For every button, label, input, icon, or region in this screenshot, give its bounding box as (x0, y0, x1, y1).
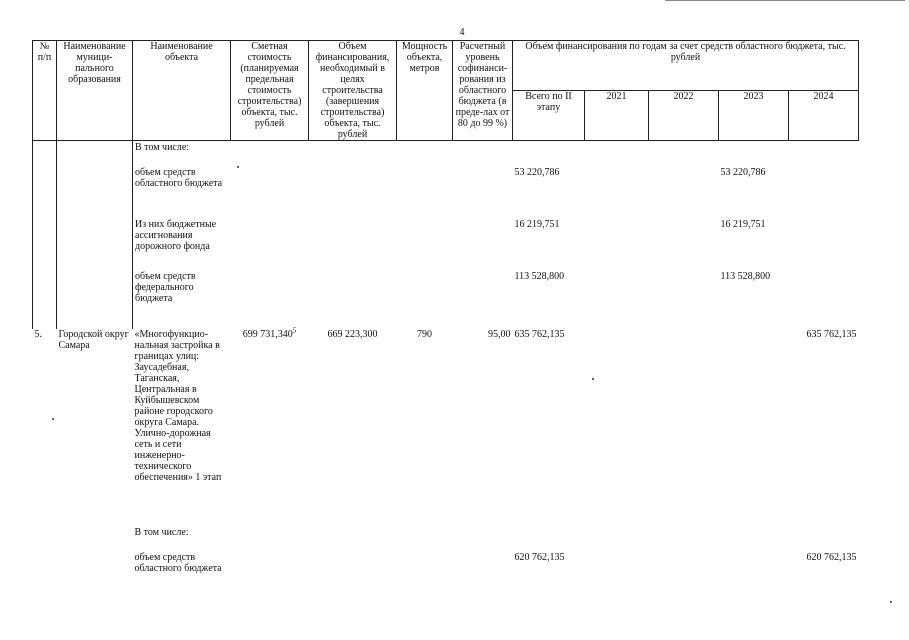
scan-speck (52, 418, 54, 420)
row-capacity: 790 (417, 329, 432, 340)
row-estimated-cost: 699 731,340$^5$ (242, 326, 297, 340)
row-total: 16 219,751 (514, 219, 560, 230)
row-2024: 620 762,135 (806, 552, 857, 563)
table-body (33, 141, 859, 591)
row-2023: 53 220,786 (720, 167, 766, 178)
row-2023: 16 219,751 (720, 219, 766, 230)
scan-speck (237, 166, 239, 168)
header-municipality: Наименование муници-пального образования (57, 41, 133, 141)
table-header (33, 41, 859, 141)
table-row (33, 552, 859, 590)
row-total: 635 762,135 (514, 329, 565, 340)
header-cofinancing-level: Расчетный уровень софинанси-рования из областного бюджета (в преде-лах от 80 до 99 %) (453, 41, 513, 141)
row-2023: 113 528,800 (720, 271, 771, 282)
row-number: 5. (34, 329, 42, 340)
row-financing-volume: 669 223,300 (327, 329, 378, 340)
header-total: Всего по II этапу (513, 91, 585, 141)
header-2021: 2021 (585, 91, 649, 141)
header-financing-volume: Объем финансирования, необходимый в целях строительства (завершения строительства) объекта, тыс. рублей (309, 41, 397, 141)
header-funding-group: Объем финансирования по годам за счет средств областного бюджета, тыс. рублей (513, 41, 859, 91)
header-estimated-cost: Сметная стоимость (планируемая предельная стоимость строительства) объекта, тыс. рублей (231, 41, 309, 141)
row-label: объем средств федерального бюджета (135, 271, 196, 304)
row-municipality: Городской округ Самара (58, 329, 129, 351)
financing-table (32, 40, 859, 590)
table-row (33, 271, 859, 309)
row-total: 620 762,135 (514, 552, 565, 563)
including-label: В том числе: (134, 527, 189, 538)
header-2024: 2024 (789, 91, 859, 141)
table-row (33, 527, 859, 538)
page-top-rule (665, 0, 905, 1)
scan-speck (592, 378, 594, 380)
table-row (33, 141, 859, 154)
row-label: объем средств областного бюджета (134, 552, 222, 574)
row-label: объем средств областного бюджета (135, 167, 223, 189)
including-label: В том числе: (135, 142, 190, 153)
row-2024: 635 762,135 (806, 329, 857, 340)
row-total: 113 528,800 (514, 271, 565, 282)
row-cofinancing-level: 95,00 (488, 329, 511, 340)
header-object: Наименование объекта (133, 41, 231, 141)
row-object: «Многофункцио-нальная застройка в границах улиц: Заусадебная, Таганская, Центральная в Куйбышевском районе городского округа Самара. Улично-дорожная сеть и сети инженерно-технического обеспечения» 1 этап (134, 329, 222, 483)
row-total: 53 220,786 (514, 167, 560, 178)
header-no: № п/п (33, 41, 57, 141)
header-capacity: Мощность объекта, метров (397, 41, 453, 141)
scan-speck (890, 601, 892, 603)
header-2022: 2022 (649, 91, 719, 141)
table-row (33, 329, 859, 513)
header-2023: 2023 (719, 91, 789, 141)
footnote-mark: 5 (292, 326, 297, 335)
row-label: Из них бюджетные ассигнования дорожного фонда (135, 219, 217, 252)
table-row (33, 219, 859, 257)
page-number: 4 (459, 27, 465, 38)
table-row (33, 167, 859, 205)
